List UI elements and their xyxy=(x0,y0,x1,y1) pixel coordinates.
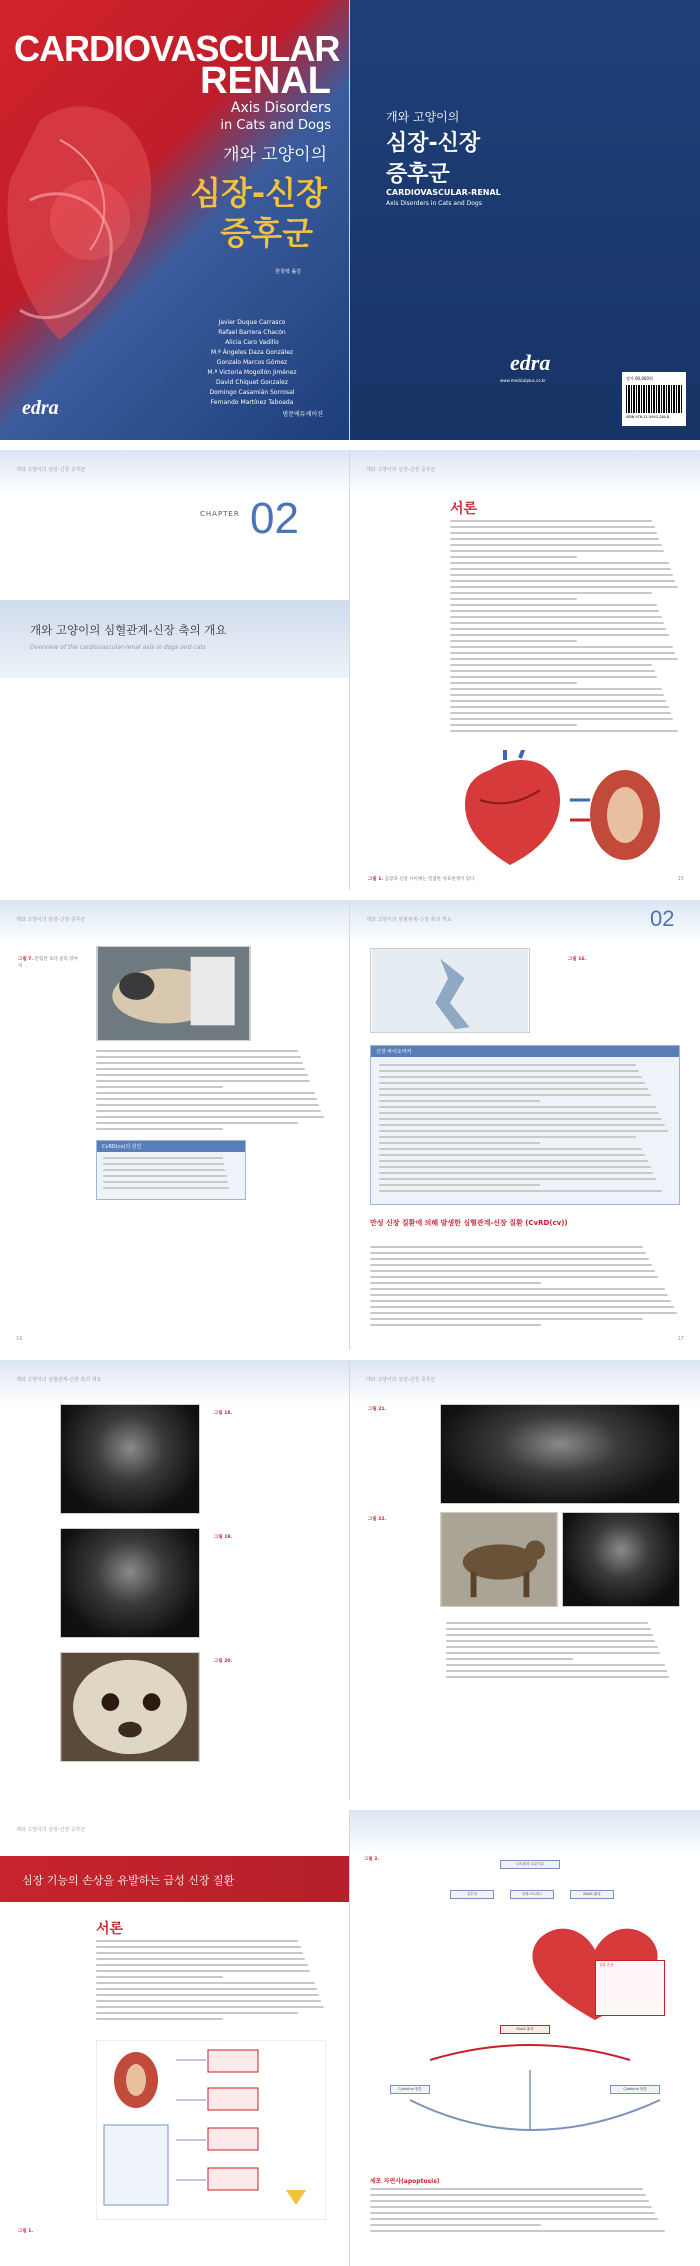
text-line xyxy=(370,2188,643,2190)
running-head: 개와 고양이의 심혈관계-신장 축의 개요 xyxy=(366,917,452,923)
cover-title-line1: CARDIOVASCULAR xyxy=(14,28,340,69)
chapter-number: 02 xyxy=(250,494,299,543)
section-title: 서론 xyxy=(96,1921,124,1937)
text-line xyxy=(96,1964,308,1966)
text-line xyxy=(96,1098,317,1100)
text-line xyxy=(446,1664,665,1666)
cover-translator: 한창택 옮김 xyxy=(275,269,301,275)
figure-caption: 그림 7. 만형견 보더 콜리 강아지 xyxy=(18,957,78,969)
text-line xyxy=(370,1312,677,1314)
section-heading: 만성 신장 질환에 의해 발생한 심혈관계-신장 질환 (CvRD(cv)) xyxy=(370,1219,568,1227)
back-korean-line1: 개와 고양이의 xyxy=(386,110,460,124)
text-line xyxy=(370,1288,665,1290)
running-head: 개와 고양이의 심장-신장 증후군 xyxy=(16,1827,86,1833)
chapter-number: 02 xyxy=(650,906,675,931)
text-line xyxy=(450,574,673,576)
cover-publisher: 범문에듀케이션 xyxy=(282,411,323,418)
page-wash xyxy=(350,1810,700,1855)
intro-page xyxy=(350,450,700,890)
price-label: 정가 00,000원 xyxy=(626,376,653,381)
text-line xyxy=(370,1282,541,1284)
text-line xyxy=(96,1104,319,1106)
text-line xyxy=(379,1112,659,1114)
text-line xyxy=(450,688,662,690)
text-line xyxy=(103,1187,229,1189)
body-text xyxy=(446,1622,676,1682)
box-text xyxy=(103,1157,239,1193)
text-line xyxy=(96,1988,317,1990)
text-line xyxy=(450,658,678,660)
text-line xyxy=(103,1157,223,1159)
text-line xyxy=(450,616,662,618)
cover-korean-line3: 증후군 xyxy=(220,214,313,252)
text-line xyxy=(96,2012,298,2014)
cover-author: David Chiquet Gonzalez xyxy=(216,379,288,386)
text-line xyxy=(446,1658,573,1660)
text-line xyxy=(379,1100,540,1102)
text-line xyxy=(446,1646,658,1648)
sub-heading: 세포 자연사(apoptosis) xyxy=(370,2178,440,2185)
cover-author: Javier Duque Carrasco xyxy=(218,319,286,326)
text-line xyxy=(450,628,666,630)
text-line xyxy=(450,598,577,600)
text-line xyxy=(450,694,664,696)
text-line xyxy=(370,1258,649,1260)
running-head: 개와 고양이의 심장-신장 증후군 xyxy=(366,1377,436,1383)
figure-caption: 그림 16. xyxy=(568,957,587,962)
ultrasound-image-2 xyxy=(60,1528,200,1638)
text-line xyxy=(96,1970,310,1972)
text-line xyxy=(96,1982,315,1984)
page-number: 15 xyxy=(677,876,684,882)
flow-box-raas: RAAS 활성 xyxy=(500,2025,550,2034)
text-line xyxy=(446,1652,660,1654)
content-spread-4 xyxy=(0,1360,700,1800)
text-line xyxy=(446,1628,651,1630)
text-line xyxy=(450,610,659,612)
text-line xyxy=(96,1074,308,1076)
text-line xyxy=(446,1622,648,1624)
back-cover xyxy=(350,0,700,440)
text-line xyxy=(379,1124,665,1126)
text-line xyxy=(370,2218,658,2220)
legend-box: 심장 손상 xyxy=(595,1960,665,2016)
text-line xyxy=(379,1118,662,1120)
text-line xyxy=(379,1160,648,1162)
text-line xyxy=(370,1246,643,1248)
text-line xyxy=(96,1068,305,1070)
text-line xyxy=(450,646,673,648)
text-line xyxy=(96,1056,301,1058)
text-line xyxy=(370,1306,674,1308)
text-line xyxy=(96,2000,321,2002)
flow-box-6: Cytokine 방출 xyxy=(610,2085,660,2094)
text-line xyxy=(379,1082,645,1084)
text-line xyxy=(450,550,664,552)
text-line xyxy=(103,1163,224,1165)
causes-box xyxy=(96,1140,246,1200)
text-line xyxy=(96,2018,223,2020)
content-spread-3 xyxy=(0,900,700,1350)
text-line xyxy=(379,1184,540,1186)
text-line xyxy=(370,2194,646,2196)
text-line xyxy=(96,1946,301,1948)
heart-illustration xyxy=(0,80,200,380)
text-line xyxy=(450,682,577,684)
text-line xyxy=(450,712,671,714)
text-line xyxy=(370,1252,646,1254)
text-line xyxy=(96,1976,223,1978)
text-line xyxy=(370,2206,652,2208)
text-line xyxy=(370,2230,665,2232)
text-line xyxy=(450,592,652,594)
page-number: 16 xyxy=(16,1336,23,1342)
ultrasound-page-right xyxy=(350,1360,700,1800)
text-line xyxy=(370,1264,652,1266)
cover-author: Alicia Caro Vadillo xyxy=(225,339,279,346)
text-line xyxy=(96,1050,298,1052)
back-korean-title: 심장-신장 증후군 xyxy=(386,131,481,187)
cover-title-line2: RENAL xyxy=(200,60,331,102)
flow-arrows xyxy=(370,2040,690,2160)
text-line xyxy=(450,718,673,720)
page-number: 17 xyxy=(677,1336,684,1342)
back-url: www.medicalplus.co.kr xyxy=(500,378,546,383)
barcode-bars xyxy=(626,385,682,413)
text-line xyxy=(96,2006,324,2008)
front-cover xyxy=(0,0,350,440)
text-line xyxy=(450,520,652,522)
text-line xyxy=(450,526,655,528)
flow-box-2: 심부전 xyxy=(450,1890,494,1899)
text-line xyxy=(450,634,669,636)
text-line xyxy=(379,1154,645,1156)
back-english-sub: Axis Disorders in Cats and Dogs xyxy=(386,200,482,207)
text-line xyxy=(370,1300,671,1302)
text-line xyxy=(450,640,577,642)
back-edra-logo: edra xyxy=(510,350,551,375)
text-line xyxy=(370,1318,643,1320)
cover-authors xyxy=(177,318,327,408)
cover-author: Domingo Casamián Sorrosal xyxy=(209,389,295,396)
section-band-title: 심장 기능의 손상을 유발하는 급성 신장 질환 xyxy=(22,1874,235,1887)
text-line xyxy=(450,652,675,654)
ultrasound-image-3 xyxy=(440,1404,680,1504)
text-line xyxy=(450,724,577,726)
chapter-title: 개와 고양이의 심혈관계-신장 축의 개요 xyxy=(30,623,227,637)
text-line xyxy=(370,1294,668,1296)
barcode xyxy=(622,372,686,426)
body-text xyxy=(450,520,680,736)
text-line xyxy=(450,676,657,678)
body-text xyxy=(370,2188,680,2236)
cover-subtitle-line2: in Cats and Dogs xyxy=(220,118,331,133)
pathophysiology-page xyxy=(350,1810,700,2266)
text-line xyxy=(450,706,669,708)
text-line xyxy=(370,1270,655,1272)
text-line xyxy=(379,1064,636,1066)
text-line xyxy=(379,1172,653,1174)
text-line xyxy=(379,1190,662,1192)
dog-standing-photo xyxy=(440,1512,558,1607)
text-line xyxy=(446,1640,655,1642)
running-head: 개와 고양이의 심혈관계-신장 축의 개요 xyxy=(16,1377,102,1383)
text-line xyxy=(96,1128,223,1130)
text-line xyxy=(379,1166,651,1168)
figure-caption: 그림 18. xyxy=(214,1411,233,1416)
text-line xyxy=(370,1276,658,1278)
figure-caption: 그림 1. 심장과 신장 사이에는 밀접한 상호관계가 있다. xyxy=(368,877,476,882)
text-line xyxy=(450,538,659,540)
text-line xyxy=(446,1676,669,1678)
text-line xyxy=(446,1670,667,1672)
text-line xyxy=(450,568,671,570)
text-line xyxy=(379,1136,636,1138)
microscopy-image xyxy=(370,948,530,1033)
content-spread-5 xyxy=(0,1810,700,2266)
kidney-diagram xyxy=(96,2040,326,2220)
text-line xyxy=(450,544,662,546)
cover-subtitle-line1: Axis Disorders xyxy=(230,100,331,116)
text-line xyxy=(379,1130,668,1132)
figure-caption: 그림 22. xyxy=(368,1517,387,1522)
text-line xyxy=(103,1169,225,1171)
text-line xyxy=(450,604,657,606)
back-english-title: CARDIOVASCULAR-RENAL xyxy=(386,188,501,197)
text-line xyxy=(96,1940,298,1942)
text-line xyxy=(450,586,678,588)
text-line xyxy=(446,1634,653,1636)
figure-caption: 그림 2. xyxy=(364,1857,380,1862)
text-line xyxy=(96,1086,223,1088)
text-line xyxy=(379,1094,651,1096)
figure-caption: 그림 20. xyxy=(214,1659,233,1664)
text-line xyxy=(450,532,657,534)
flow-box-3: 산화스트레스 xyxy=(510,1890,554,1899)
ultrasound-page-left xyxy=(0,1360,350,1800)
text-line xyxy=(96,1952,303,1954)
acute-kidney-page xyxy=(0,1810,350,2266)
text-line xyxy=(379,1148,642,1150)
biomarker-box xyxy=(370,1045,680,1205)
flow-box-1: 나트륨과 수분저류 xyxy=(500,1860,560,1869)
text-line xyxy=(96,1092,315,1094)
cover-author: Gonzalo Marcos Gómez xyxy=(216,359,288,366)
text-line xyxy=(96,1062,303,1064)
text-line xyxy=(96,1994,319,1996)
text-line xyxy=(370,2200,649,2202)
cover-author: Fernando Martínez Taboada xyxy=(210,399,294,406)
content-page-17 xyxy=(350,900,700,1350)
text-line xyxy=(450,700,666,702)
text-line xyxy=(379,1106,656,1108)
text-line xyxy=(96,1080,310,1082)
isbn-number: ISBN 978-11-5943-284-8 xyxy=(626,415,670,419)
text-line xyxy=(450,580,675,582)
chapter-label: CHAPTER xyxy=(200,510,240,518)
text-line xyxy=(96,1122,298,1124)
dog-eye-photo xyxy=(60,1652,200,1762)
figure-caption: 그림 21. xyxy=(368,1407,387,1412)
text-line xyxy=(96,1958,305,1960)
cover-korean-line2: 심장-신장 xyxy=(190,174,327,212)
heart-kidney-figure xyxy=(450,750,680,870)
ultrasound-image-4 xyxy=(562,1512,680,1607)
ultrasound-image-1 xyxy=(60,1404,200,1514)
text-line xyxy=(379,1142,540,1144)
box-text xyxy=(379,1064,671,1196)
text-line xyxy=(379,1076,642,1078)
figure-caption: 그림 19. xyxy=(214,1535,233,1540)
flow-box-5: Cytokine 방출 xyxy=(390,2085,430,2094)
body-text xyxy=(370,1246,680,1330)
cover-spread xyxy=(0,0,700,440)
text-line xyxy=(96,1110,321,1112)
text-line xyxy=(379,1178,656,1180)
cover-author: M.ª Ángeles Daza González xyxy=(210,349,294,356)
cover-author: Rafael Barrera Chacón xyxy=(218,329,286,336)
cover-korean-line1: 개와 고양이의 xyxy=(223,145,327,165)
text-line xyxy=(450,670,655,672)
cover-author: M.ª Victoria Mogollón Jiménez xyxy=(207,369,297,376)
text-line xyxy=(370,2224,541,2226)
edra-logo: edra xyxy=(22,397,59,419)
figure-caption: 그림 1. xyxy=(18,2229,34,2234)
text-line xyxy=(450,556,577,558)
box-title: CvRD(cv)의 원인 xyxy=(97,1141,245,1152)
text-line xyxy=(370,1324,541,1326)
text-line xyxy=(379,1070,639,1072)
text-line xyxy=(379,1088,648,1090)
text-line xyxy=(450,730,678,732)
running-head: 개와 고양이의 심장-신장 증후군 xyxy=(366,467,436,473)
chapter-title-band xyxy=(0,600,349,678)
body-text xyxy=(96,1050,326,1134)
text-line xyxy=(450,622,664,624)
dog-photo xyxy=(96,946,251,1041)
section-title: 서론 xyxy=(450,501,478,517)
text-line xyxy=(103,1181,228,1183)
text-line xyxy=(450,664,652,666)
running-head: 개와 고양이의 심장-신장 증후군 xyxy=(16,917,86,923)
text-line xyxy=(450,562,669,564)
chapter-opener-spread xyxy=(0,450,700,890)
chapter-opener-page xyxy=(0,450,350,890)
flow-box-4: RAAS 활성 xyxy=(570,1890,614,1899)
text-line xyxy=(96,1116,324,1118)
text-line xyxy=(103,1175,227,1177)
box-title: 신장 바이오마커 xyxy=(371,1046,679,1057)
chapter-subtitle: Overview of the cardiovascular-renal axis in dogs and cats xyxy=(30,644,206,651)
text-line xyxy=(370,2212,655,2214)
running-head: 개와 고양이의 심장-신장 증후군 xyxy=(16,467,86,473)
content-page-16 xyxy=(0,900,350,1350)
body-text xyxy=(96,1940,326,2024)
